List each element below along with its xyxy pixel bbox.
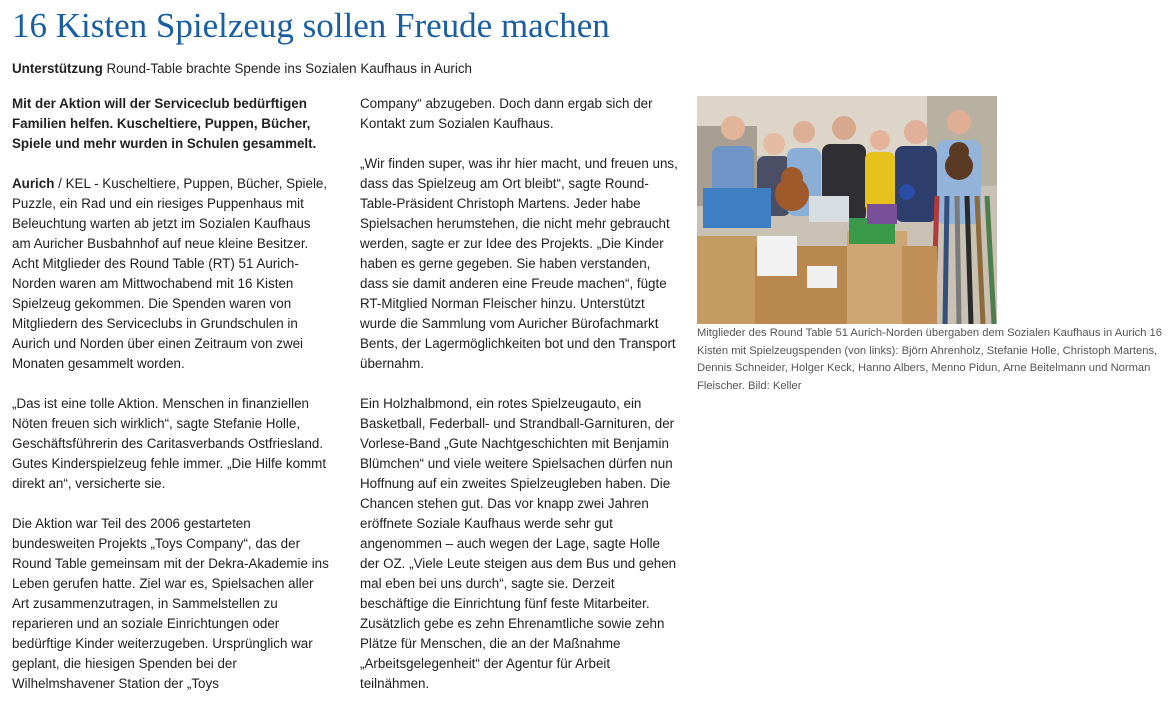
article-lead: Mit der Aktion will der Serviceclub bedürftigen Familien helfen. Kuscheltiere, Puppen, Bücher, Spiele und mehr wurden in Schulen gesammelt. [12,96,317,151]
body-paragraph: Ein Holzhalbmond, ein rotes Spielzeugauto, ein Basketball, Federball- und Strandball-Garnituren, der Vorlese-Band „Gute Nachtgeschichten mit Benjamin Blümchen“ und viele weitere Spielsachen dürfen nun Hoffnung auf ein zweites Spielzeugleben haben. Die Chancen stehen gut. Das vor knapp zwei Jahren eröffnete Soziale Kaufhaus werde sehr gut angenommen – auch wegen der Lage, sagte Holle der OZ. „Viele Leute steigen aus dem Bus und gehen mal eben bei uns durch“, sagte sie. Derzeit beschäftige die Einrichtung fünf feste Mitarbeiter. Zusätzlich gebe es zehn Ehrenamtliche sowie zehn Plätze für Menschen, die an der Maßnahme „Arbeitsgelegenheit“ der Agentur für Arbeit teilnähmen. [360,396,677,691]
article-subline [12,59,472,79]
body-paragraph: Die Aktion war Teil des 2006 gestarteten bundesweiten Projekts „Toys Company“, das der Round Table gemeinsam mit der Dekra-Akademie ins Leben gerufen hatte. Ziel war es, Spielsachen aller Art zusammenzutragen, in Sammelstellen zu reparieren und an soziale Einrichtungen oder bedürftige Kinder weiterzugeben. Ursprünglich war geplant, die hiesigen Spenden bei der Wilhelmshavener Station der „Toys [12,516,329,691]
subline-text: Round-Table brachte Spende ins Sozialen Kaufhaus in Aurich [102,61,472,76]
body-paragraph: „Wir finden super, was ihr hier macht, und freuen uns, dass das Spielzeug am Ort bleibt“, sagte Round-Table-Präsident Christoph Martens. Jeder habe Spielsachen herumstehen, die nicht mehr gebraucht werden, sagte er zur Idee des Projekts. „Die Kinder haben es gerne gegeben. Sie haben verstanden, dass sie damit anderen eine Freude machen“, fügte RT-Mitglied Norman Fleischer hinzu. Unterstützt wurde die Sammlung vom Auricher Bürofachmarkt Bents, der Lagermöglichkeiten bot und den Transport übernahm. [360,156,678,371]
body-paragraph [12,174,330,374]
article-photo [697,96,997,324]
article-headline: 16 Kisten Spielzeug sollen Freude machen [12,6,610,45]
article-column-1 [12,94,330,714]
body-paragraph: „Das ist eine tolle Aktion. Menschen in finanziellen Nöten freuen sich wirklich“, sagte Stefanie Holle, Geschäftsführerin des Caritasverbands Ostfriesland. Gutes Kinderspielzeug fehle immer. „Die Hilfe kommt direkt an“, versicherte sie. [12,396,327,491]
dateline: Aurich [12,176,55,191]
article-column-2 [360,94,678,714]
photo-caption: Mitglieder des Round Table 51 Aurich-Norden übergaben dem Sozialen Kaufhaus in Aurich 16 Kisten mit Spielzeugspenden (von links): Björn Ahrenholz, Stefanie Holle, Christoph Martens, Dennis Schneider, Holger Keck, Hanno Albers, Menno Pidun, Arne Beitelmann und Norman Fleischer. Bild: Keller [697,327,1162,392]
body-paragraph-text: / KEL - Kuscheltiere, Puppen, Bücher, Spiele, Puzzle, ein Rad und ein riesiges Puppenhaus mit Beleuchtung warten ab jetzt im Sozialen Kaufhaus am Auricher Busbahnhof auf neue kleine Besitzer. Acht Mitglieder des Round Table (RT) 51 Aurich-Norden waren am Mittwochabend mit 16 Kisten Spielzeug gekommen. Die Spenden waren von Mitgliedern des Serviceclubs in Grundschulen in Aurich und Norden über einen Zeitraum von zwei Monaten gesammelt worden. [12,176,328,371]
body-paragraph: Company“ abzugeben. Doch dann ergab sich der Kontakt zum Sozialen Kaufhaus. [360,96,653,131]
subline-kicker: Unterstützung [12,61,103,76]
